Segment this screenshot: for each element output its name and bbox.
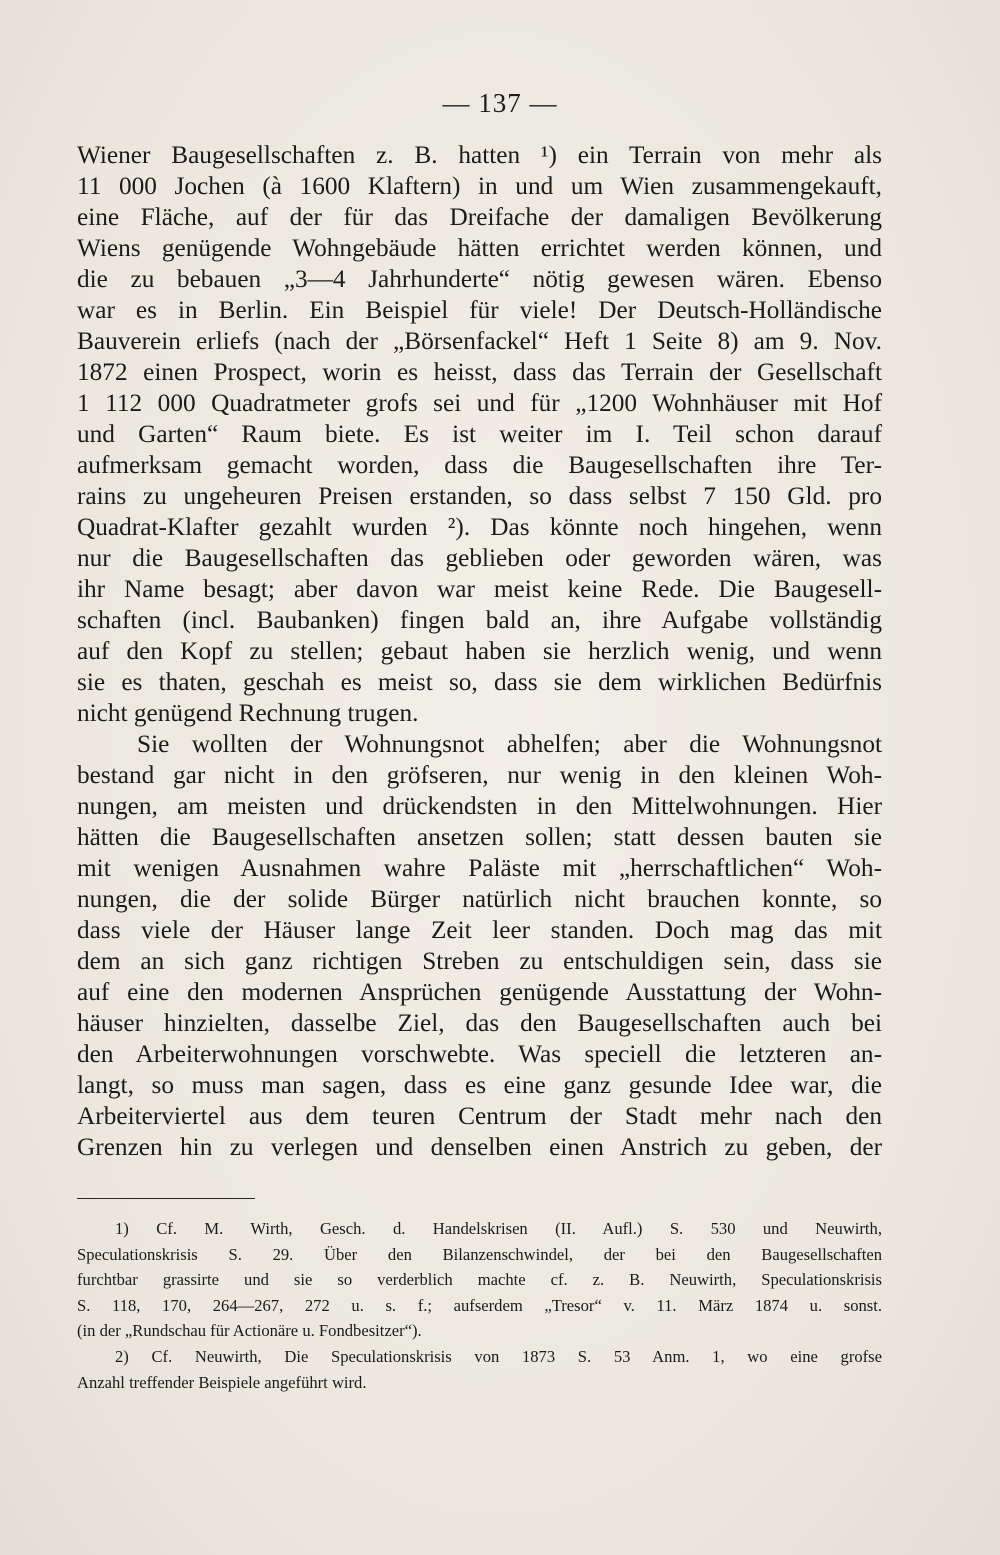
- body-text: [77, 140, 882, 1163]
- text-line: nungen, die der solide Bürger natürlich nicht brauchen konnte, so: [77, 885, 882, 913]
- text-line: ihr Name besagt; aber davon war meist keine Rede. Die Baugesell-: [77, 575, 882, 603]
- text-line: dem an sich ganz richtigen Streben zu entschuldigen sein, dass sie: [77, 947, 882, 975]
- text-line: eine Fläche, auf der für das Dreifache der damaligen Bevölkerung: [77, 203, 882, 231]
- footnotes: [77, 1216, 882, 1395]
- text-line: Wiener Baugesellschaften z. B. hatten ¹) ein Terrain von mehr als: [77, 141, 882, 169]
- text-line: bestand gar nicht in den gröfseren, nur wenig in den kleinen Woh-: [77, 761, 882, 789]
- text-line: schaften (incl. Baubanken) fingen bald an, ihre Aufgabe vollständig: [77, 606, 882, 634]
- text-line: Grenzen hin zu verlegen und denselben einen Anstrich zu geben, der: [77, 1133, 882, 1161]
- text-line: auf eine den modernen Ansprüchen genügende Ausstattung der Wohn-: [77, 978, 882, 1006]
- footnote-line: S. 118, 170, 264—267, 272 u. s. f.; aufserdem „Tresor“ v. 11. März 1874 u. sonst.: [77, 1295, 882, 1315]
- text-line: hätten die Baugesellschaften ansetzen sollen; statt dessen bauten sie: [77, 823, 882, 851]
- text-line: 11 000 Jochen (à 1600 Klaftern) in und um Wien zusammengekauft,: [77, 172, 882, 200]
- text-line: aufmerksam gemacht worden, dass die Baugesellschaften ihre Ter-: [77, 451, 882, 479]
- text-line: die zu bebauen „3—4 Jahrhunderte“ nötig gewesen wären. Ebenso: [77, 265, 882, 293]
- text-line: Quadrat-Klafter gezahlt wurden ²). Das könnte noch hingehen, wenn: [77, 513, 882, 541]
- text-line: 1 112 000 Quadratmeter grofs sei und für „1200 Wohnhäuser mit Hof: [77, 389, 882, 417]
- text-line: auf den Kopf zu stellen; gebaut haben sie herzlich wenig, und wenn: [77, 637, 882, 665]
- text-line: Arbeiterviertel aus dem teuren Centrum der Stadt mehr nach den: [77, 1102, 882, 1130]
- text-line: dass viele der Häuser lange Zeit leer standen. Doch mag das mit: [77, 916, 882, 944]
- footnote-line: Speculationskrisis S. 29. Über den Bilanzenschwindel, der bei den Baugesellschaften: [77, 1244, 882, 1264]
- footnote-line: (in der „Rundschau für Actionäre u. Fondbesitzer“).: [77, 1321, 422, 1341]
- text-line: war es in Berlin. Ein Beispiel für viele! Der Deutsch-Holländische: [77, 296, 882, 324]
- text-line: Sie wollten der Wohnungsnot abhelfen; aber die Wohnungsnot: [137, 730, 882, 758]
- text-line: häuser hinzielten, dasselbe Ziel, das den Baugesellschaften auch bei: [77, 1009, 882, 1037]
- footnote-line: Anzahl treffender Beispiele angeführt wird.: [77, 1372, 367, 1392]
- text-line: nungen, am meisten und drückendsten in den Mittelwohnungen. Hier: [77, 792, 882, 820]
- footnote-line: 1) Cf. M. Wirth, Gesch. d. Handelskrisen (II. Aufl.) S. 530 und Neuwirth,: [115, 1219, 882, 1238]
- text-line: Bauverein erliefs (nach der „Börsenfackel“ Heft 1 Seite 8) am 9. Nov.: [77, 327, 882, 355]
- text-line: sie es thaten, geschah es meist so, dass sie dem wirklichen Bedürfnis: [77, 668, 882, 696]
- text-line: Wiens genügende Wohngebäude hätten errichtet werden können, und: [77, 234, 882, 262]
- page-number: — 137 —: [442, 88, 558, 118]
- text-line: 1872 einen Prospect, worin es heisst, dass das Terrain der Gesellschaft: [77, 358, 882, 386]
- footnote-divider: [77, 1198, 255, 1199]
- text-line: rains zu ungeheuren Preisen erstanden, so dass selbst 7 150 Gld. pro: [77, 482, 882, 510]
- footnote-line: 2) Cf. Neuwirth, Die Speculationskrisis von 1873 S. 53 Anm. 1, wo eine grofse: [115, 1346, 882, 1366]
- text-line: nur die Baugesellschaften das geblieben oder geworden wären, was: [77, 544, 882, 572]
- text-line: mit wenigen Ausnahmen wahre Paläste mit „herrschaftlichen“ Woh-: [77, 854, 882, 882]
- text-line: und Garten“ Raum biete. Es ist weiter im I. Teil schon darauf: [77, 420, 882, 448]
- text-line: langt, so muss man sagen, dass es eine ganz gesunde Idee war, die: [77, 1071, 882, 1099]
- footnote-line: furchtbar grassirte und sie so verderblich machte cf. z. B. Neuwirth, Speculationskrisis: [77, 1270, 882, 1290]
- text-line: den Arbeiterwohnungen vorschwebte. Was speciell die letzteren an-: [77, 1040, 882, 1068]
- text-line: nicht genügend Rechnung trugen.: [77, 699, 419, 727]
